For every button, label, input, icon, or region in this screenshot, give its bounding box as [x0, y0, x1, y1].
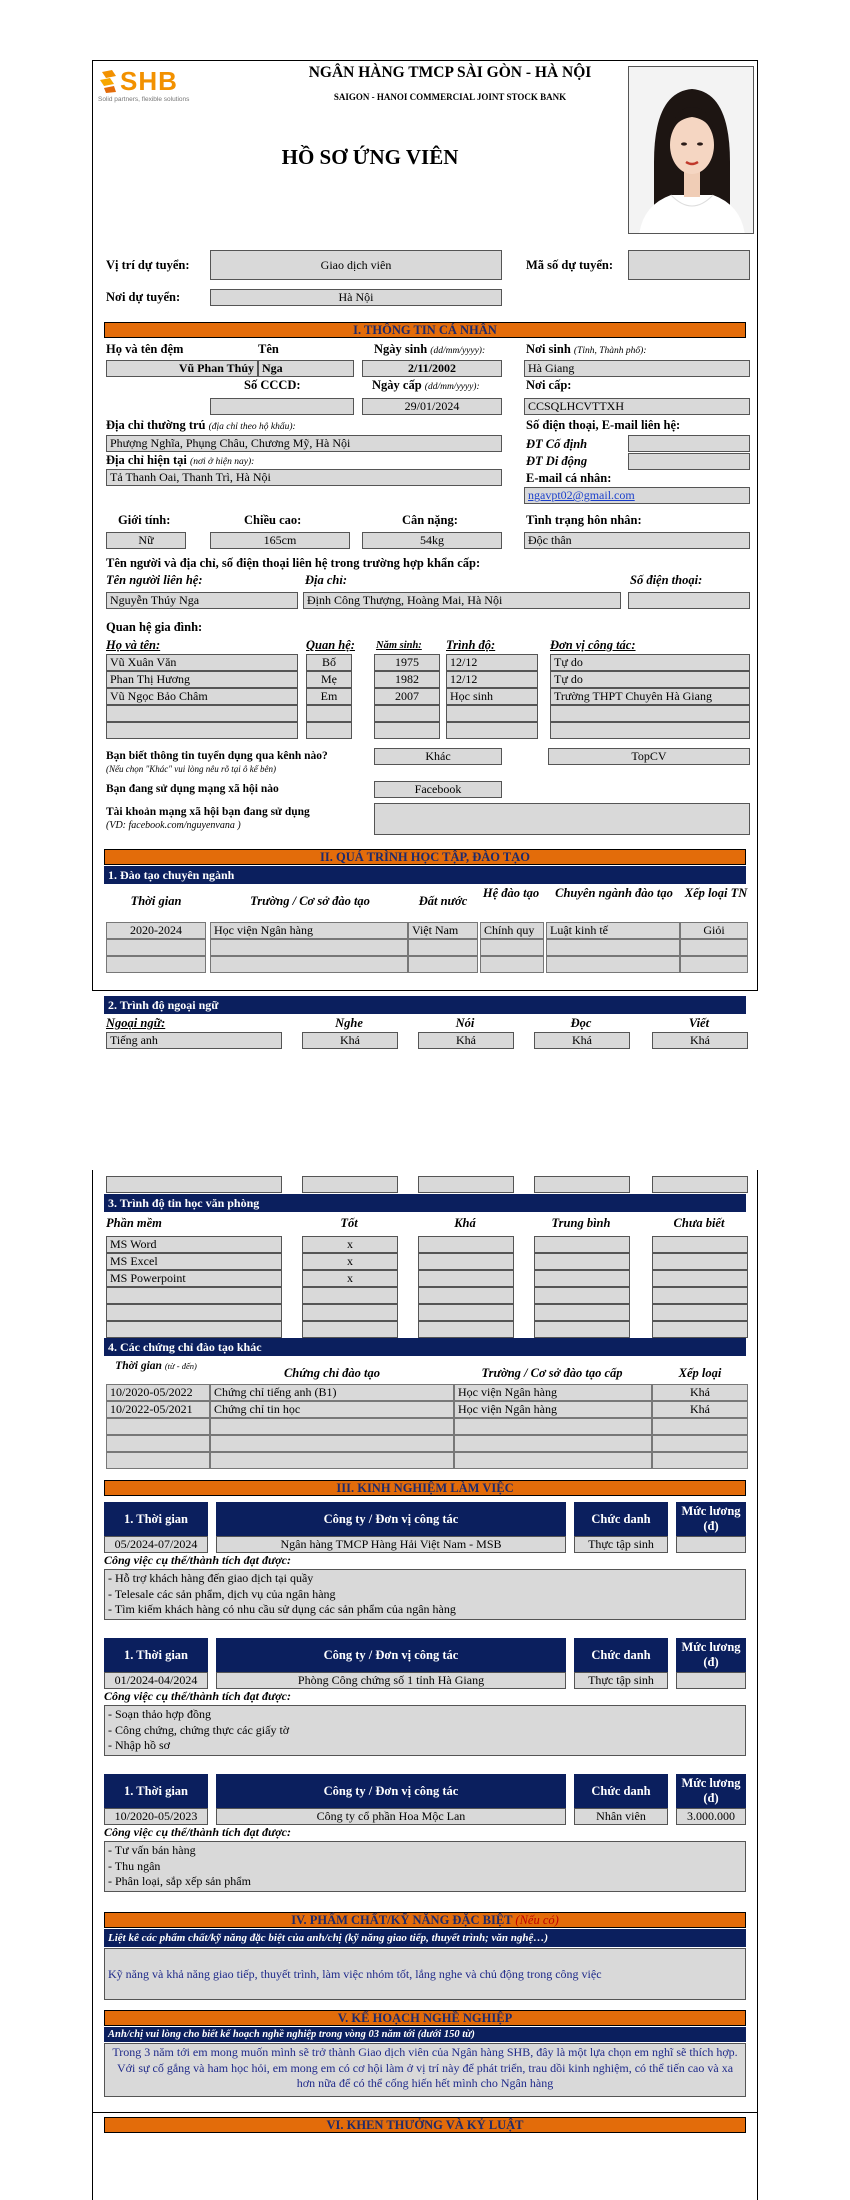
- account-note: (VD: facebook.com/nguyenvana ): [106, 820, 241, 831]
- dob-format: (dd/mm/yyyy):: [430, 346, 486, 356]
- job-duty-item: - Hỗ trợ khách hàng đến giao dịch tại quầy: [108, 1571, 314, 1585]
- job-duty-item: - Soạn thảo hợp đồng: [108, 1707, 212, 1721]
- family-cell[interactable]: 1982: [374, 671, 440, 688]
- it-skill-cell[interactable]: [534, 1304, 630, 1321]
- position-label: Vị trí dự tuyển:: [106, 258, 190, 272]
- it-skill-cell[interactable]: [534, 1253, 630, 1270]
- account-question: Tài khoản mạng xã hội bạn đang sử dụng: [106, 806, 310, 818]
- section-5-header: V. KẾ HOẠCH NGHỀ NGHIỆP: [104, 2010, 746, 2026]
- channel-question: Bạn biết thông tin tuyển dụng qua kênh nào?: [106, 750, 328, 762]
- it-col-average: Trung bình: [551, 1216, 611, 1230]
- job-col-company: Công ty / Đơn vị công tác: [216, 1638, 566, 1672]
- it-skill-cell[interactable]: MS Word: [106, 1236, 282, 1253]
- language-cell[interactable]: [652, 1176, 748, 1193]
- home-phone-label: ĐT Cố định: [526, 437, 588, 451]
- it-skill-cell[interactable]: x: [302, 1236, 398, 1253]
- it-skill-cell[interactable]: [652, 1270, 748, 1287]
- it-skill-cell[interactable]: [106, 1287, 282, 1304]
- form-title: HỒ SƠ ỨNG VIÊN: [281, 145, 459, 169]
- job-duty-label: Công việc cụ thể/thành tích đạt được:: [104, 1825, 291, 1839]
- certificate-cell[interactable]: Học viện Ngân hàng: [454, 1384, 652, 1401]
- shb-logo-icon: [98, 68, 120, 94]
- education-subheader: 1. Đào tạo chuyên ngành: [104, 866, 746, 884]
- job-company-field[interactable]: Công ty cổ phần Hoa Mộc Lan: [216, 1808, 566, 1825]
- portrait-image: [629, 67, 754, 234]
- height-label: Chiều cao:: [244, 513, 302, 527]
- family-cell[interactable]: Học sinh: [446, 688, 538, 705]
- education-cell[interactable]: [680, 956, 748, 973]
- perm-address-label: [106, 418, 296, 433]
- education-cell[interactable]: 2020-2024: [106, 922, 206, 939]
- education-cell[interactable]: [106, 939, 206, 956]
- education-cell[interactable]: [210, 956, 408, 973]
- logo-tagline: Solid partners, flexible solutions: [98, 96, 190, 103]
- job-duty-label: Công việc cụ thể/thành tích đạt được:: [104, 1689, 291, 1703]
- plan-answer[interactable]: Trong 3 năm tới em mong muốn mình sẽ trở thành Giao dịch viên của Ngân hàng SHB, đây là một lựa chọn em nghĩ sẽ thích hợp. Với sự cố gắng và ham học hỏi, em mong em có cơ hội làm ở vị trí này để phát triển, trau dồi kinh nghiệm, có thể tiến cao và xa hơn nữa để có thể cống hiến hết mình cho Ngân hàng: [104, 2043, 746, 2097]
- emergency-label: Tên người và địa chỉ, số điện thoại liên hệ trong trường hợp khẩn cấp:: [106, 556, 481, 570]
- job-duty-label: Công việc cụ thể/thành tích đạt được:: [104, 1553, 291, 1567]
- certificate-cell[interactable]: 10/2020-05/2022: [106, 1384, 210, 1401]
- language-cell[interactable]: [418, 1176, 514, 1193]
- job-duties-box[interactable]: [104, 1705, 746, 1756]
- perm-address-field[interactable]: Phượng Nghĩa, Phụng Châu, Chương Mỹ, Hà Nội: [106, 435, 502, 452]
- cert-col-time: [106, 1360, 206, 1372]
- education-cell[interactable]: [408, 939, 478, 956]
- job-duty-item: - Phân loại, sắp xếp sản phẩm: [108, 1874, 251, 1888]
- it-col-software: Phần mềm: [106, 1216, 162, 1230]
- job-duties-box[interactable]: [104, 1569, 746, 1620]
- family-cell[interactable]: [106, 722, 298, 739]
- language-cell[interactable]: Khá: [652, 1032, 748, 1049]
- mobile-field[interactable]: [628, 453, 750, 470]
- cur-note: (nơi ở hiện nay):: [190, 457, 255, 467]
- certificate-cell[interactable]: [454, 1435, 652, 1452]
- lang-col-listen: Nghe: [335, 1016, 363, 1030]
- family-col-work: Đơn vị công tác:: [550, 638, 636, 652]
- issue-place-label: Nơi cấp:: [526, 378, 572, 392]
- job-time-field[interactable]: 10/2020-05/2023: [104, 1808, 208, 1825]
- family-cell[interactable]: Tự do: [550, 654, 750, 671]
- emergency-phone-field[interactable]: [628, 592, 750, 609]
- language-subheader: 2. Trình độ ngoại ngữ: [104, 996, 746, 1014]
- gender-label: Giới tính:: [118, 513, 171, 527]
- emergency-phone-label: Số điện thoại:: [630, 573, 703, 587]
- family-cell[interactable]: Tự do: [550, 671, 750, 688]
- job-col-salary: Mức lương (đ): [676, 1502, 746, 1536]
- it-skill-cell[interactable]: [418, 1253, 514, 1270]
- job-duties-box[interactable]: [104, 1841, 746, 1892]
- education-cell[interactable]: [680, 939, 748, 956]
- it-col-none: Chưa biết: [673, 1216, 725, 1230]
- family-cell[interactable]: [374, 705, 440, 722]
- weight-label: Cân nặng:: [402, 513, 458, 527]
- shb-logo: [98, 66, 193, 108]
- edu-col-country: Đất nước: [418, 894, 468, 908]
- it-skill-cell[interactable]: [534, 1236, 630, 1253]
- it-col-fair: Khá: [454, 1216, 476, 1230]
- contact-label: Số điện thoại, E-mail liên hệ:: [526, 418, 681, 432]
- cert-col-grade: Xếp loại: [678, 1366, 722, 1380]
- issue-format: (dd/mm/yyyy):: [424, 382, 480, 392]
- it-skill-cell[interactable]: [418, 1270, 514, 1287]
- edu-col-school: Trường / Cơ sở đào tạo: [250, 894, 370, 908]
- lang-col-speak: Nói: [455, 1016, 475, 1030]
- cur-address-label: [106, 453, 254, 468]
- emergency-address-label: Địa chỉ:: [305, 573, 348, 587]
- edu-col-type-text: Hệ đào tạo: [482, 886, 540, 900]
- it-skill-cell[interactable]: [302, 1304, 398, 1321]
- it-skill-cell[interactable]: [418, 1287, 514, 1304]
- place-label: Nơi dự tuyển:: [106, 290, 181, 304]
- cur-label-text: Địa chỉ hiện tại: [106, 453, 187, 467]
- language-cell[interactable]: [534, 1176, 630, 1193]
- cur-address-field[interactable]: Tả Thanh Oai, Thanh Trì, Hà Nội: [106, 469, 502, 486]
- it-skill-cell[interactable]: MS Excel: [106, 1253, 282, 1270]
- job-col-company: Công ty / Đơn vị công tác: [216, 1502, 566, 1536]
- social-question: Bạn đang sử dụng mạng xã hội nào: [106, 783, 279, 795]
- certificate-cell[interactable]: [652, 1435, 748, 1452]
- language-cell[interactable]: [106, 1176, 282, 1193]
- certificate-cell[interactable]: [210, 1452, 454, 1469]
- gender-field[interactable]: Nữ: [106, 532, 186, 549]
- section-2-header: II. QUÁ TRÌNH HỌC TẬP, ĐÀO TẠO: [104, 849, 746, 865]
- certificate-cell[interactable]: [106, 1418, 210, 1435]
- certificate-cell[interactable]: [652, 1452, 748, 1469]
- job-salary-field[interactable]: [676, 1536, 746, 1553]
- issue-label-text: Ngày cấp: [372, 378, 422, 392]
- family-cell[interactable]: Mẹ: [306, 671, 352, 688]
- logo-text: SHB: [120, 66, 178, 96]
- pob-format: (Tỉnh, Thành phố):: [573, 346, 647, 356]
- channel-field-a[interactable]: Khác: [374, 748, 502, 765]
- family-cell[interactable]: 2007: [374, 688, 440, 705]
- marital-field[interactable]: Độc thân: [524, 532, 750, 549]
- family-cell[interactable]: [446, 722, 538, 739]
- it-skill-cell[interactable]: [652, 1321, 748, 1338]
- job-col-time: 1. Thời gian: [104, 1774, 208, 1808]
- job-time-field[interactable]: 05/2024-07/2024: [104, 1536, 208, 1553]
- language-cell[interactable]: Tiếng anh: [106, 1032, 282, 1049]
- section-4-header: [104, 1912, 746, 1928]
- family-cell[interactable]: Phan Thị Hương: [106, 671, 298, 688]
- family-cell[interactable]: Bố: [306, 654, 352, 671]
- family-col-level: Trình độ:: [446, 638, 496, 652]
- issue-place-field[interactable]: CCSQLHCVTTXH: [524, 398, 750, 415]
- certificate-cell[interactable]: Khá: [652, 1384, 748, 1401]
- education-cell[interactable]: [546, 939, 680, 956]
- family-cell[interactable]: [106, 705, 298, 722]
- certificate-cell[interactable]: 10/2022-05/2021: [106, 1401, 210, 1418]
- education-cell[interactable]: Chính quy: [480, 922, 544, 939]
- education-cell[interactable]: Giỏi: [680, 922, 748, 939]
- job-duty-item: - Nhập hồ sơ: [108, 1738, 171, 1752]
- cert-col-school: Trường / Cơ sở đào tạo cấp: [481, 1366, 623, 1380]
- family-cell[interactable]: 12/12: [446, 671, 538, 688]
- education-cell[interactable]: [480, 956, 544, 973]
- family-cell[interactable]: [446, 705, 538, 722]
- job-duty-item: - Tìm kiếm khách hàng có nhu cầu sử dụng các sản phẩm của ngân hàng: [108, 1602, 456, 1616]
- family-cell[interactable]: Vũ Ngọc Bảo Châm: [106, 688, 298, 705]
- issue-label: [372, 378, 480, 393]
- channel-field-b[interactable]: TopCV: [548, 748, 750, 765]
- certificate-cell[interactable]: [454, 1452, 652, 1469]
- it-col-good: Tốt: [340, 1216, 358, 1230]
- family-cell[interactable]: [550, 705, 750, 722]
- job-duty-item: - Thu ngân: [108, 1858, 161, 1873]
- family-col-name: Họ và tên:: [106, 638, 161, 652]
- certificate-cell[interactable]: [652, 1418, 748, 1435]
- it-skill-cell[interactable]: x: [302, 1253, 398, 1270]
- education-cell[interactable]: [546, 956, 680, 973]
- family-cell[interactable]: [374, 722, 440, 739]
- skills-prompt: Liệt kê các phẩm chất/kỹ năng đặc biệt của anh/chị (kỹ năng giao tiếp, thuyết trình; văn nghệ…): [104, 1929, 746, 1947]
- job-role-field[interactable]: Thực tập sinh: [574, 1672, 668, 1689]
- section-6-header: VI. KHEN THƯỞNG VÀ KỶ LUẬT: [104, 2117, 746, 2133]
- home-phone-field[interactable]: [628, 435, 750, 452]
- job-col-role: Chức danh: [574, 1638, 668, 1672]
- job-role-field[interactable]: Thực tập sinh: [574, 1536, 668, 1553]
- family-cell[interactable]: [306, 722, 352, 739]
- family-col-year: Năm sinh:: [376, 640, 422, 651]
- pob-field[interactable]: Hà Giang: [524, 360, 750, 377]
- job-col-role: Chức danh: [574, 1774, 668, 1808]
- certificate-cell[interactable]: Khá: [652, 1401, 748, 1418]
- education-cell[interactable]: [210, 939, 408, 956]
- dob-label: [374, 342, 485, 357]
- family-cell[interactable]: [306, 705, 352, 722]
- edu-col-grade-text: Xếp loại TN: [684, 886, 748, 900]
- social-field[interactable]: Facebook: [374, 781, 502, 798]
- certificate-cell[interactable]: Học viện Ngân hàng: [454, 1401, 652, 1418]
- it-skill-cell[interactable]: [302, 1287, 398, 1304]
- education-cell[interactable]: [408, 956, 478, 973]
- certificate-cell[interactable]: [210, 1435, 454, 1452]
- marital-label: Tình trạng hôn nhân:: [526, 513, 642, 527]
- it-skill-cell[interactable]: MS Powerpoint: [106, 1270, 282, 1287]
- emergency-name-field[interactable]: Nguyễn Thúy Nga: [106, 592, 298, 609]
- job-role-field[interactable]: Nhân viên: [574, 1808, 668, 1825]
- it-skill-cell[interactable]: [534, 1321, 630, 1338]
- family-cell[interactable]: Vũ Xuân Văn: [106, 654, 298, 671]
- name-label: Họ và tên đệm: [106, 342, 184, 356]
- issue-date-field[interactable]: 29/01/2024: [362, 398, 502, 415]
- first-name-label: Tên: [258, 342, 279, 356]
- certificate-cell[interactable]: [454, 1418, 652, 1435]
- education-cell[interactable]: Luật kinh tế: [546, 922, 680, 939]
- edu-col-major-text: Chuyên ngành đào tạo: [555, 886, 673, 900]
- dob-label-text: Ngày sinh: [374, 342, 428, 356]
- job-duty-item: - Telesale các sản phẩm, dịch vụ của ngân hàng: [108, 1586, 336, 1601]
- cert-col-time-note: (từ - đến): [164, 1361, 197, 1371]
- job-duty-item: - Công chứng, chứng thực các giấy tờ: [108, 1722, 290, 1737]
- bank-name-en: SAIGON - HANOI COMMERCIAL JOINT STOCK BANK: [333, 92, 567, 102]
- family-cell[interactable]: 12/12: [446, 654, 538, 671]
- it-skill-cell[interactable]: [106, 1321, 282, 1338]
- education-cell[interactable]: [480, 939, 544, 956]
- it-skill-cell[interactable]: [418, 1321, 514, 1338]
- it-subheader: 3. Trình độ tin học văn phòng: [104, 1194, 746, 1212]
- it-skill-cell[interactable]: [418, 1304, 514, 1321]
- edu-col-grade: [684, 886, 748, 900]
- perm-note: (địa chỉ theo hộ khẩu):: [208, 422, 296, 432]
- cert-col-name: Chứng chỉ đào tạo: [283, 1366, 381, 1380]
- job-company-field[interactable]: Phòng Công chứng số 1 tỉnh Hà Giang: [216, 1672, 566, 1689]
- edu-col-type: [480, 886, 542, 900]
- job-col-salary: Mức lương (đ): [676, 1774, 746, 1808]
- dob-field[interactable]: 2/11/2002: [362, 360, 502, 377]
- language-cell[interactable]: [302, 1176, 398, 1193]
- certificate-cell[interactable]: [106, 1435, 210, 1452]
- email-field[interactable]: ngavpt02@gmail.com: [524, 487, 750, 504]
- family-label: Quan hệ gia đình:: [106, 620, 203, 634]
- emergency-name-label: Tên người liên hệ:: [106, 573, 203, 587]
- family-cell[interactable]: Em: [306, 688, 352, 705]
- last-name-field[interactable]: Vũ Phan Thúy: [106, 360, 258, 377]
- job-col-time: 1. Thời gian: [104, 1638, 208, 1672]
- page-one-bottom-rule: [92, 990, 758, 991]
- pob-label-text: Nơi sinh: [526, 342, 571, 356]
- section-1-header: I. THÔNG TIN CÁ NHÂN: [104, 322, 746, 338]
- family-col-relation: Quan hệ:: [306, 638, 355, 652]
- it-skill-cell[interactable]: x: [302, 1270, 398, 1287]
- family-cell[interactable]: [550, 722, 750, 739]
- it-skill-cell[interactable]: [652, 1304, 748, 1321]
- it-skill-cell[interactable]: [534, 1287, 630, 1304]
- certificate-cell[interactable]: Chứng chỉ tiếng anh (B1): [210, 1384, 454, 1401]
- education-cell[interactable]: Việt Nam: [408, 922, 478, 939]
- email-label: E-mail cá nhân:: [526, 471, 612, 485]
- language-cell[interactable]: Khá: [418, 1032, 514, 1049]
- cert-subheader: 4. Các chứng chỉ đào tạo khác: [104, 1338, 746, 1356]
- channel-note: (Nếu chọn "Khác" vui lòng nêu rõ tại ô kế bên): [106, 764, 277, 774]
- bank-name-vi: NGÂN HÀNG TMCP SÀI GÒN - HÀ NỘI: [308, 64, 592, 81]
- job-company-field[interactable]: Ngân hàng TMCP Hàng Hải Việt Nam - MSB: [216, 1536, 566, 1553]
- section-3-header: III. KINH NGHIỆM LÀM VIỆC: [104, 1480, 746, 1496]
- cccd-field[interactable]: [210, 398, 354, 415]
- certificate-cell[interactable]: [106, 1452, 210, 1469]
- first-name-field[interactable]: Nga: [258, 360, 354, 377]
- job-col-role: Chức danh: [574, 1502, 668, 1536]
- code-label: Mã số dự tuyển:: [526, 258, 614, 272]
- job-salary-field[interactable]: [676, 1672, 746, 1689]
- section-4-note: (Nếu có): [515, 1913, 559, 1927]
- job-col-time: 1. Thời gian: [104, 1502, 208, 1536]
- education-cell[interactable]: Học viện Ngân hàng: [210, 922, 408, 939]
- cccd-label: Số CCCD:: [244, 378, 301, 392]
- language-cell[interactable]: Khá: [534, 1032, 630, 1049]
- it-skill-cell[interactable]: [652, 1236, 748, 1253]
- lang-col-write: Viết: [688, 1016, 710, 1030]
- it-skill-cell[interactable]: [418, 1236, 514, 1253]
- skills-answer[interactable]: Kỹ năng và khả năng giao tiếp, thuyết trình, làm việc nhóm tốt, lắng nghe và chủ động trong công việc: [104, 1948, 746, 2000]
- section-4-title: IV. PHẨM CHẤT/KỸ NĂNG ĐẶC BIỆT: [291, 1913, 513, 1927]
- certificate-cell[interactable]: [210, 1418, 454, 1435]
- language-cell[interactable]: Khá: [302, 1032, 398, 1049]
- position-field[interactable]: Giao dịch viên: [210, 250, 502, 280]
- it-skill-cell[interactable]: [652, 1287, 748, 1304]
- applicant-photo: [628, 66, 754, 234]
- account-field[interactable]: [374, 803, 750, 835]
- cert-col-time-text: Thời gian: [115, 1360, 162, 1372]
- it-skill-cell[interactable]: [652, 1253, 748, 1270]
- weight-field[interactable]: 54kg: [362, 532, 502, 549]
- pob-label: [526, 342, 647, 357]
- perm-label-text: Địa chỉ thường trú: [106, 418, 206, 432]
- mobile-label: ĐT Di động: [526, 454, 588, 468]
- family-cell[interactable]: 1975: [374, 654, 440, 671]
- it-skill-cell[interactable]: [302, 1321, 398, 1338]
- height-field[interactable]: 165cm: [210, 532, 350, 549]
- it-skill-cell[interactable]: [106, 1304, 282, 1321]
- edu-col-time: Thời gian: [130, 894, 182, 908]
- place-field[interactable]: Hà Nội: [210, 289, 502, 306]
- job-time-field[interactable]: 01/2024-04/2024: [104, 1672, 208, 1689]
- job-duty-item: - Tư vấn bán hàng: [108, 1843, 196, 1857]
- job-col-company: Công ty / Đơn vị công tác: [216, 1774, 566, 1808]
- certificate-cell[interactable]: Chứng chỉ tin học: [210, 1401, 454, 1418]
- code-field[interactable]: [628, 250, 750, 280]
- plan-prompt: Anh/chị vui lòng cho biết kế hoạch nghề nghiệp trong vòng 03 năm tới (dưới 150 từ): [104, 2027, 746, 2042]
- lang-col-read: Đọc: [570, 1016, 592, 1030]
- education-cell[interactable]: [106, 956, 206, 973]
- job-col-salary: Mức lương (đ): [676, 1638, 746, 1672]
- family-cell[interactable]: Trường THPT Chuyên Hà Giang: [550, 688, 750, 705]
- it-skill-cell[interactable]: [534, 1270, 630, 1287]
- lang-col-name: Ngoại ngữ:: [106, 1016, 166, 1030]
- edu-col-major: [548, 886, 680, 900]
- emergency-address-field[interactable]: Định Công Thượng, Hoàng Mai, Hà Nội: [303, 592, 621, 609]
- job-salary-field[interactable]: 3.000.000: [676, 1808, 746, 1825]
